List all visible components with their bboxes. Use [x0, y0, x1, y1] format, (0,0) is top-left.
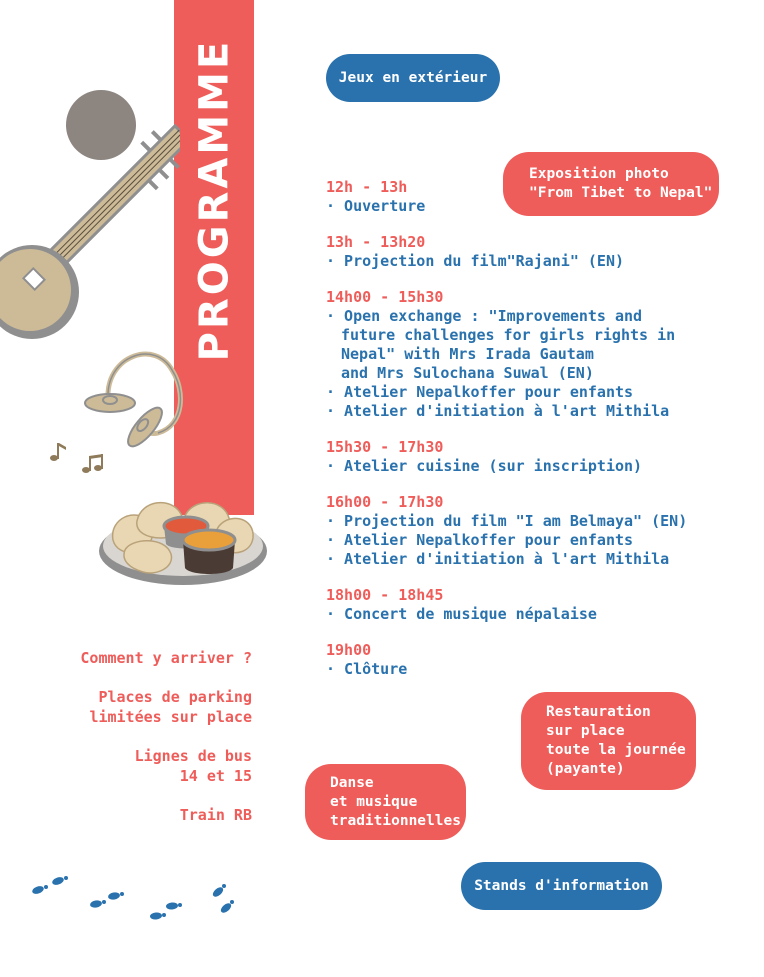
dance-music-label: Danse et musique traditionnelles — [330, 774, 461, 829]
footprints-icon — [28, 868, 250, 924]
slot-item: · Open exchange : "Improvements and future challenges for girls rights in Nepal" with Mrs Irada Gautam and Mrs Sulochana Suwal (EN) — [326, 307, 676, 382]
access-heading: Comment y arriver ? — [80, 649, 252, 667]
slot-item: · Atelier d'initiation à l'art Mithila — [326, 402, 670, 420]
train-info: Train RB — [179, 806, 252, 824]
dance-music-bubble — [305, 764, 466, 840]
outdoor-games-bubble — [326, 54, 500, 102]
photo-exhibition-label: Exposition photo "From Tibet to Nepal" — [529, 166, 713, 201]
slot-item: · Atelier Nepalkoffer pour enfants — [326, 531, 634, 549]
schedule-slot — [326, 233, 726, 271]
slot-time: 13h - 13h20 — [326, 233, 426, 251]
slot-time: 19h00 — [326, 641, 372, 659]
outdoor-games-label: Jeux en extérieur — [338, 69, 488, 86]
schedule-slot — [326, 288, 726, 421]
slot-item: · Concert de musique népalaise — [326, 605, 597, 623]
schedule-slot — [326, 586, 726, 624]
catering-label: Restauration sur place toute la journée (payante) — [546, 704, 686, 777]
schedule — [326, 178, 726, 696]
slot-time: 18h00 - 18h45 — [326, 586, 444, 604]
schedule-slot — [326, 438, 726, 476]
programme-title: PROGRAMME — [191, 38, 237, 362]
schedule-slot — [326, 641, 726, 679]
slot-item: · Projection du film"Rajani" (EN) — [326, 252, 625, 270]
bus-info: Lignes de bus 14 et 15 — [134, 747, 252, 785]
slot-item: · Ouverture — [326, 197, 426, 215]
schedule-slot — [326, 178, 726, 216]
momo-plate-icon — [95, 488, 275, 593]
info-stands-bubble — [461, 862, 662, 910]
slot-item: · Clôture — [326, 660, 408, 678]
slot-item: · Atelier cuisine (sur inscription) — [326, 457, 643, 475]
cymbals-icon — [80, 345, 190, 450]
slot-item: · Atelier d'initiation à l'art Mithila — [326, 550, 670, 568]
music-notes-icon — [48, 438, 110, 478]
slot-time: 12h - 13h — [326, 178, 408, 196]
catering-bubble — [521, 692, 696, 790]
slot-time: 14h00 - 15h30 — [326, 288, 444, 306]
schedule-slot — [326, 493, 726, 569]
slot-time: 16h00 - 17h30 — [326, 493, 444, 511]
slot-item: · Projection du film "I am Belmaya" (EN) — [326, 512, 688, 530]
sitar-icon — [0, 40, 180, 345]
parking-info: Places de parking limitées sur place — [89, 688, 252, 726]
access-info — [80, 648, 252, 844]
slot-item: · Atelier Nepalkoffer pour enfants — [326, 383, 634, 401]
slot-time: 15h30 - 17h30 — [326, 438, 444, 456]
info-stands-label: Stands d'information — [474, 877, 649, 894]
